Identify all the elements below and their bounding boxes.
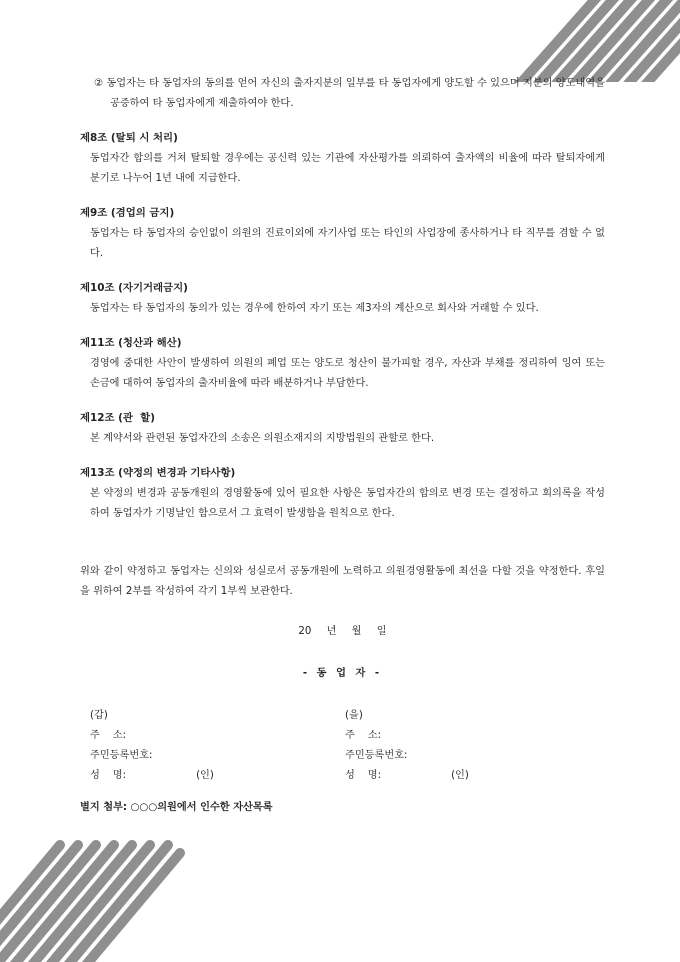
article-title: 제9조 (겸업의 금지) [80,207,175,219]
date-line: 20 년 월 일 [298,626,387,637]
article-title: 제8조 (탈퇴 시 처리) [80,132,178,144]
party-b [345,706,600,786]
address-field: 주 소: [345,730,382,741]
name-label: 성 명: [90,770,127,781]
article-12 [80,408,605,449]
party-label: (갑) [90,710,108,721]
party-a [90,706,345,786]
article-body: 본 약정의 변경과 공동개원의 경영활동에 있어 필요한 사항은 동업자간의 합의로 변경 또는 결정하고 회의록을 작성하여 동업자가 기명날인 함으로서 그 효력이 발생함을 원칙으로 한다. [90,488,605,519]
article-title: 제13조 (약정의 변경과 기타사항) [80,467,236,479]
parties-block [80,706,605,786]
article-title: 제12조 (관 할) [80,412,155,424]
corner-stripes-top-right [480,0,680,82]
name-label: 성 명: [345,770,382,781]
article-body: 동업자는 타 동업자의 승인없이 의원의 진료이외에 자기사업 또는 타인의 사업장에 종사하거나 타 직무를 겸할 수 없다. [90,228,605,259]
corner-stripes-bottom-left [0,827,190,962]
article-body: 경영에 중대한 사안이 발생하여 의원의 폐업 또는 양도로 청산이 불가피할 경우, 자산과 부채를 정리하여 잉여 또는 손금에 대하여 동업자의 출자비율에 따라 배분하거나 부담한다. [90,358,605,389]
parties-title: - 동 업 자 - [302,668,383,679]
article-10 [80,278,605,319]
document-body [80,74,605,818]
name-field [90,766,345,786]
seal-mark: (인) [196,770,214,781]
attachment-note: 별지 첨부: ○○○의원에서 인수한 자산목록 [80,802,273,813]
article-body: 동업자간 합의를 거쳐 탈퇴할 경우에는 공신력 있는 기관에 자산평가를 의뢰하여 출자액의 비율에 따라 탈퇴자에게 분기로 나누어 1년 내에 지급한다. [90,153,605,184]
clause-7-2: ② 동업자는 타 동업자의 동의를 얻어 자신의 출자지분의 일부를 타 동업자에게 양도할 수 있으며 지분의 양도내역을 공증하여 타 동업자에게 제출하여야 한다. [94,78,605,109]
id-number-field: 주민등록번호: [90,750,153,761]
article-title: 제11조 (청산과 해산) [80,337,182,349]
article-13 [80,463,605,524]
address-field: 주 소: [90,730,127,741]
article-11 [80,333,605,394]
seal-mark: (인) [451,770,469,781]
article-body: 동업자는 타 동업자의 동의가 있는 경우에 한하여 자기 또는 제3자의 계산으로 회사와 거래할 수 있다. [90,303,539,314]
party-label: (을) [345,710,363,721]
article-9 [80,203,605,264]
name-field [345,766,600,786]
id-number-field: 주민등록번호: [345,750,408,761]
article-8 [80,128,605,189]
closing-statement: 위와 같이 약정하고 동업자는 신의와 성실로서 공동개원에 노력하고 의원경영활동에 최선을 다할 것을 약정한다. 후일을 위하여 2부를 작성하여 각기 1부씩 보관한다. [80,566,605,597]
article-body: 본 계약서와 관련된 동업자간의 소송은 의원소재지의 지방법원의 관할로 한다. [90,433,435,444]
article-title: 제10조 (자기거래금지) [80,282,188,294]
